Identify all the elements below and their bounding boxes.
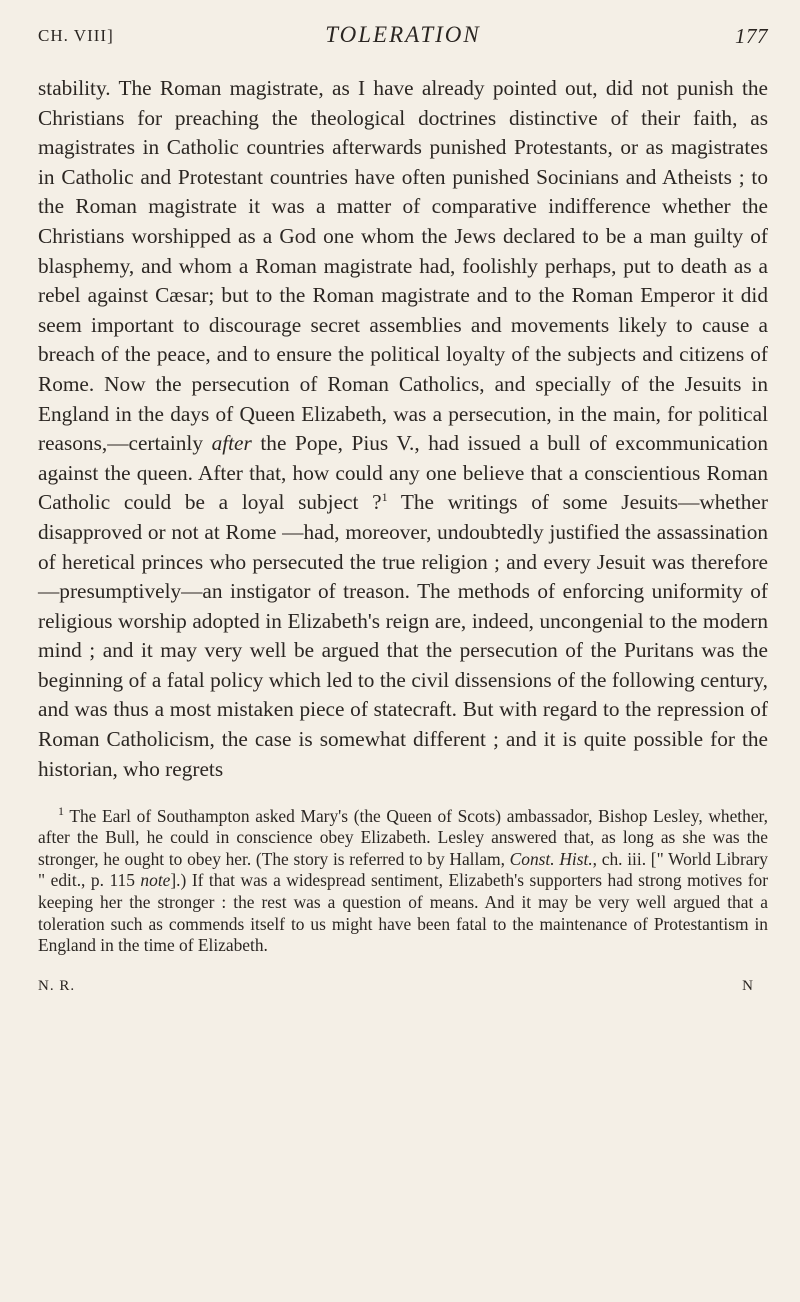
footnote-marker: 1: [58, 803, 64, 818]
book-page: [38, 20, 768, 1290]
footnote-text-part-3: ].) If that was a widespread sentiment, Elizabeth's supporters had strong motives for keeping her the stronger : the rest was a question of means. And it may be very well argued that a toleration such as commends itself to us might have been fatal to the maintenance of Protestantism in England in the time of Elizabeth.: [38, 870, 768, 956]
chapter-label: CH. VIII]: [38, 26, 114, 45]
body-paragraph: [38, 74, 768, 784]
signature-mark: N: [742, 978, 754, 995]
body-text-part-1: stability. The Roman magistrate, as I have already pointed out, did not punish the Christians for preaching the theological doctrines distinctive of their faith, as magistrates in Catholic countries afterwards punished Protestants, or as magistrates in Catholic and Protestant countries have often punished Socinians and Atheists ; to the Roman magistrate it was a matter of comparative indifference whether the Christians worshipped as a God one whom the Jews declared to be a man guilty of blasphemy, and whom a Roman magistrate had, foolishly perhaps, put to death as a rebel against Cæsar; but to the Roman magistrate and to the Roman Emperor it did seem important to discourage secret assemblies and movements likely to cause a breach of the peace, and to ensure the political loyalty of the subjects and citizens of Rome. Now the persecution of Roman Catholics, and specially of the Jesuits in England in the days of Queen Elizabeth, was a persecution, in the main, for political reasons,—certainly: [38, 76, 768, 456]
footnote-reference: 1: [381, 490, 388, 505]
running-header: [38, 20, 768, 60]
footnote: [38, 803, 768, 957]
footnote-emphasis-const-hist: Const. Hist.: [509, 848, 593, 869]
body-text-part-3: The writings of some Jesuits—whether disapproved or not at Rome —had, moreover, undoubtedly justified the assassination of heretical princes who persecuted the true religion ; and every Jesuit was therefore—presumptively—an instigator of treason. The methods of enforcing uniformity of religious worship adopted in Elizabeth's reign are, indeed, uncongenial to the modern mind ; and it may very well be argued that the persecution of the Puritans was the beginning of a fatal policy which led to the civil dissensions of the following century, and was thus a most mistaken piece of statecraft. But with regard to the repression of Roman Catholicism, the case is somewhat different ; and it is quite possible for the historian, who regrets: [38, 490, 768, 781]
page-number: 177: [735, 24, 768, 48]
footnote-text-part-1: The Earl of Southampton asked Mary's (the Queen of Scots) ambassador, Bishop Lesley, whether, after the Bull, he could in conscience obey Elizabeth. Lesley answered that, as long as she was the stronger, he ought to obey her. (The story is referred to by Hallam,: [38, 805, 768, 869]
footnote-text-part-2: , ch. iii. [" World Library " edit., p. 115: [38, 848, 768, 891]
body-text-part-2: the Pope, Pius V., had issued a bull of excommunication against the queen. After that, how could any one believe that a conscientious Roman Catholic could be a loyal subject ?: [38, 431, 768, 515]
running-title: TOLERATION: [325, 22, 481, 47]
signature-left: N. R.: [38, 978, 76, 995]
footnote-emphasis-note: note: [140, 870, 171, 891]
printer-signature: [38, 974, 768, 1000]
body-emphasis-after: after: [211, 431, 252, 456]
